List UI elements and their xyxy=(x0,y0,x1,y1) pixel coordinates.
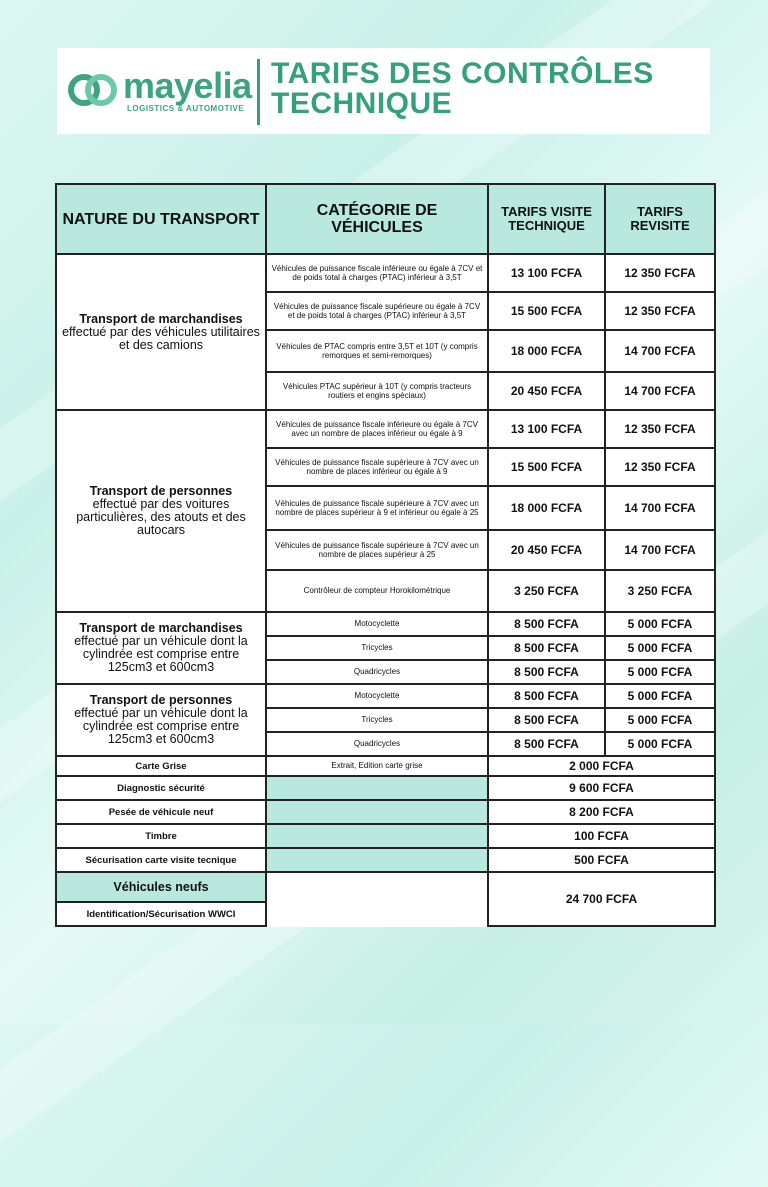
header-nature: NATURE DU TRANSPORT xyxy=(56,184,266,254)
header-divider xyxy=(257,59,260,125)
group-nature-cell xyxy=(56,254,266,410)
category-cell: Véhicules de puissance fiscale supérieure à 7CV avec un nombre de places supérieur à 9 et inférieur ou égale à 25 xyxy=(266,486,488,530)
category-cell: Tricycles xyxy=(266,708,488,732)
group-nature-cell xyxy=(56,684,266,756)
header-tarifs-visite: TARIFS VISITE TECHNIQUE xyxy=(488,184,605,254)
visite-price: 13 100 FCFA xyxy=(488,254,605,292)
revisite-price: 12 350 FCFA xyxy=(605,292,715,330)
revisite-price: 5 000 FCFA xyxy=(605,612,715,636)
category-cell: Motocyclette xyxy=(266,612,488,636)
vehicules-neufs-heading: Véhicules neufs xyxy=(56,872,266,902)
extra-price: 100 FCFA xyxy=(488,824,715,848)
category-cell: Tricycles xyxy=(266,636,488,660)
visite-price: 18 000 FCFA xyxy=(488,330,605,372)
category-cell: Véhicules de puissance fiscale supérieure à 7CV avec un nombre de places inférieur ou égale à 9 xyxy=(266,448,488,486)
table-row xyxy=(56,410,715,448)
group-title: Transport de personnes xyxy=(89,484,233,498)
category-cell: Véhicules de puissance fiscale inférieure ou égale à 7CV et de poids total à charges (PTAC) inférieur à 3,5T xyxy=(266,254,488,292)
revisite-price: 14 700 FCFA xyxy=(605,330,715,372)
visite-price: 8 500 FCFA xyxy=(488,684,605,708)
revisite-price: 12 350 FCFA xyxy=(605,448,715,486)
empty-cell xyxy=(266,824,488,848)
extra-price: 9 600 FCFA xyxy=(488,776,715,800)
extra-label: Diagnostic sécurité xyxy=(56,776,266,800)
category-cell: Motocyclette xyxy=(266,684,488,708)
visite-price: 3 250 FCFA xyxy=(488,570,605,612)
empty-cell xyxy=(266,800,488,824)
group-title: Transport de marchandises xyxy=(79,311,243,326)
table-row xyxy=(56,800,715,824)
table-row xyxy=(56,254,715,292)
revisite-price: 14 700 FCFA xyxy=(605,372,715,410)
extra-price: 500 FCFA xyxy=(488,848,715,872)
revisite-price: 3 250 FCFA xyxy=(605,570,715,612)
neufs-price: 24 700 FCFA xyxy=(488,872,715,926)
visite-price: 8 500 FCFA xyxy=(488,708,605,732)
category-cell: Contrôleur de compteur Horokilométrique xyxy=(266,570,488,612)
logo-tagline: LOGISTICS & AUTOMOTIVE xyxy=(127,104,245,113)
revisite-price: 14 700 FCFA xyxy=(605,530,715,570)
logo-wordmark: mayelia xyxy=(123,65,252,106)
title-line-2: TECHNIQUE xyxy=(271,87,453,120)
tarifs-table xyxy=(55,183,716,927)
empty-cell xyxy=(266,776,488,800)
table-row xyxy=(56,848,715,872)
category-cell: Véhicules de puissance fiscale supérieure à 7CV avec un nombre de places supérieur à 25 xyxy=(266,530,488,570)
revisite-price: 12 350 FCFA xyxy=(605,254,715,292)
empty-cell xyxy=(266,872,488,926)
category-cell: Véhicules de PTAC compris entre 3,5T et 10T (y compris remorques et semi-remorques) xyxy=(266,330,488,372)
extra-label: Pesée de véhicule neuf xyxy=(56,800,266,824)
extra-label: Sécurisation carte visite tecnique xyxy=(56,848,266,872)
revisite-price: 5 000 FCFA xyxy=(605,708,715,732)
visite-price: 15 500 FCFA xyxy=(488,448,605,486)
visite-price: 8 500 FCFA xyxy=(488,732,605,756)
visite-price: 13 100 FCFA xyxy=(488,410,605,448)
visite-price: 15 500 FCFA xyxy=(488,292,605,330)
visite-price: 8 500 FCFA xyxy=(488,636,605,660)
revisite-price: 5 000 FCFA xyxy=(605,684,715,708)
extra-price: 2 000 FCFA xyxy=(488,756,715,776)
group-desc: effectué par des véhicules utilitaires et des camions xyxy=(62,324,260,352)
revisite-price: 12 350 FCFA xyxy=(605,410,715,448)
extra-price: 8 200 FCFA xyxy=(488,800,715,824)
revisite-price: 5 000 FCFA xyxy=(605,660,715,684)
category-cell: Quadricycles xyxy=(266,732,488,756)
visite-price: 20 450 FCFA xyxy=(488,372,605,410)
page-title xyxy=(271,59,654,119)
category-cell: Quadricycles xyxy=(266,660,488,684)
table-row xyxy=(56,776,715,800)
group-title: Transport de personnes xyxy=(89,693,233,707)
extra-label: Carte Grise xyxy=(56,756,266,776)
group-nature-cell xyxy=(56,612,266,684)
table-header-row xyxy=(56,184,715,254)
header-categorie: CATÉGORIE DE VÉHICULES xyxy=(266,184,488,254)
table-row xyxy=(56,684,715,708)
revisite-price: 5 000 FCFA xyxy=(605,732,715,756)
header-banner xyxy=(57,48,710,134)
table-row xyxy=(56,612,715,636)
extra-label: Timbre xyxy=(56,824,266,848)
table-row xyxy=(56,872,715,902)
revisite-price: 5 000 FCFA xyxy=(605,636,715,660)
visite-price: 18 000 FCFA xyxy=(488,486,605,530)
header-tarifs-revisite: TARIFS REVISITE xyxy=(605,184,715,254)
category-cell: Véhicules de puissance fiscale supérieure ou égale à 7CV et de poids total à charges (PTAC) inférieur à 3,5T xyxy=(266,292,488,330)
visite-price: 8 500 FCFA xyxy=(488,660,605,684)
category-cell: Véhicules de puissance fiscale inférieure ou égale à 7CV avec un nombre de places inférieur ou égale à 9 xyxy=(266,410,488,448)
title-line-1: TARIFS DES CONTRÔLES xyxy=(271,57,654,90)
group-nature-cell xyxy=(56,410,266,612)
category-cell: Véhicules PTAC supérieur à 10T (y compris tracteurs routiers et engins spéciaux) xyxy=(266,372,488,410)
logo-rings-icon xyxy=(67,68,119,112)
group-title: Transport de marchandises xyxy=(79,621,243,635)
empty-cell xyxy=(266,848,488,872)
revisite-price: 14 700 FCFA xyxy=(605,486,715,530)
neufs-label: Identification/Sécurisation WWCI xyxy=(56,902,266,926)
visite-price: 8 500 FCFA xyxy=(488,612,605,636)
category-cell: Extrait, Edition carte grise xyxy=(266,756,488,776)
table-row xyxy=(56,756,715,776)
mayelia-logo xyxy=(67,66,257,116)
group-desc: effectué par des voitures particulières, des atouts et des autocars xyxy=(76,497,246,537)
group-desc: effectué par un véhicule dont la cylindrée est comprise entre 125cm3 et 600cm3 xyxy=(74,634,248,674)
visite-price: 20 450 FCFA xyxy=(488,530,605,570)
group-desc: effectué par un véhicule dont la cylindrée est comprise entre 125cm3 et 600cm3 xyxy=(74,706,248,746)
table-row xyxy=(56,824,715,848)
